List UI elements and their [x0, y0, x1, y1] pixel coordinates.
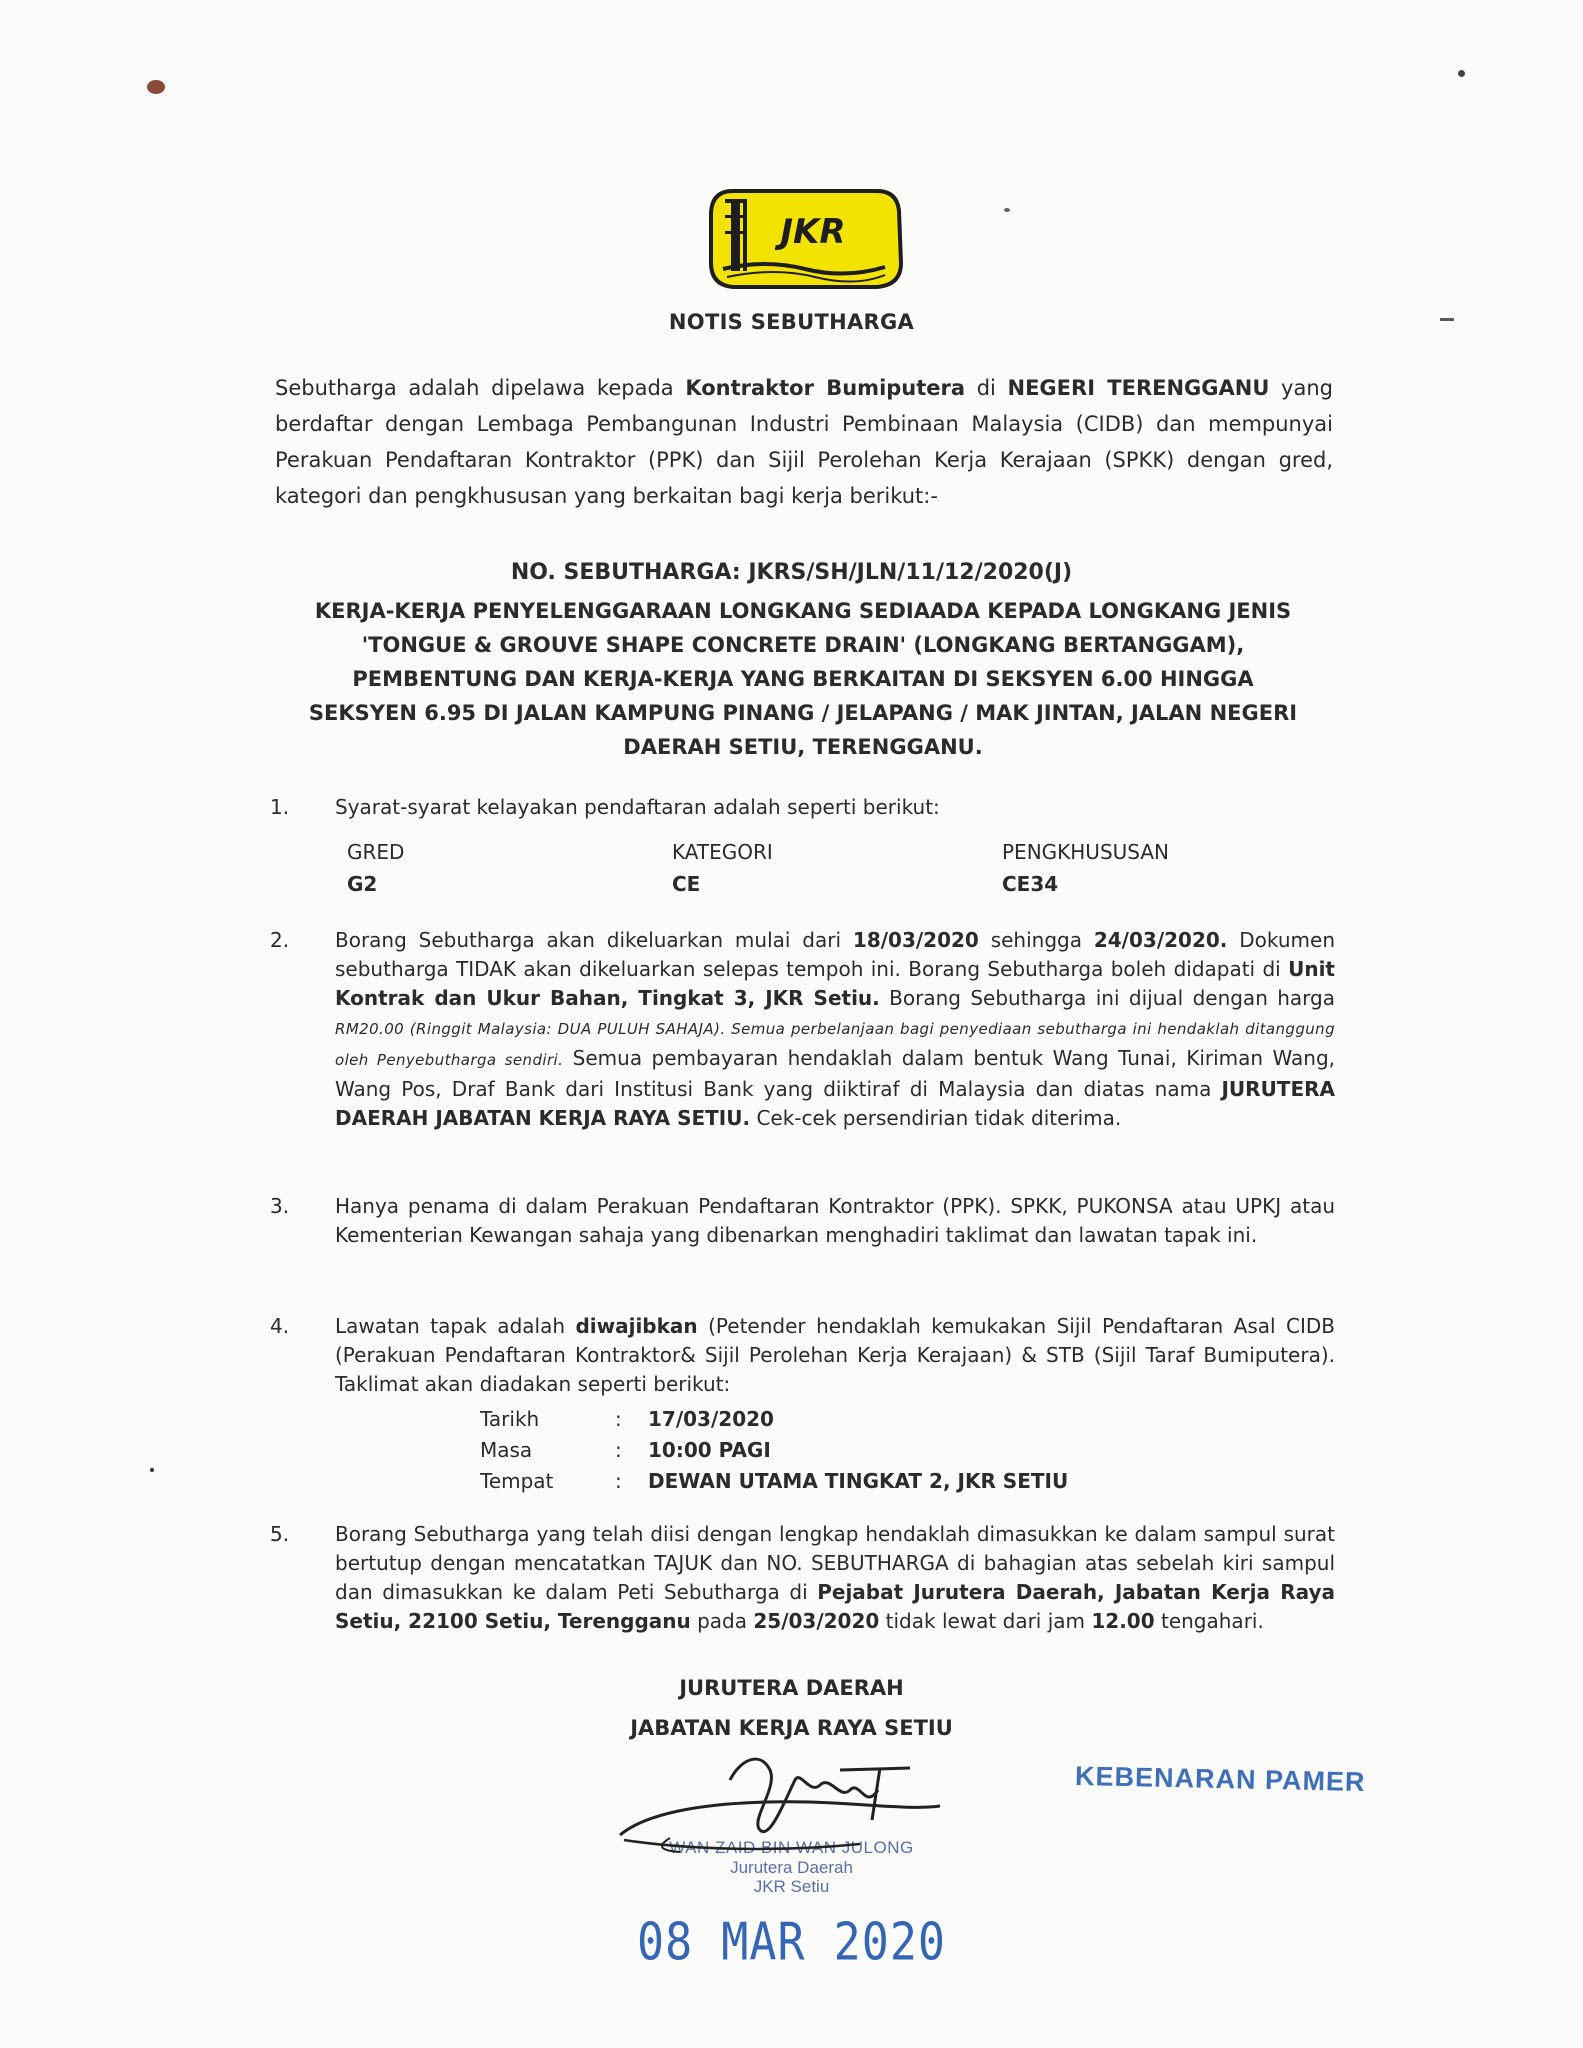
- item-text-part: Borang Sebutharga ini dijual dengan harga: [879, 986, 1336, 1010]
- kebenaran-pamer-stamp: KEBENARAN PAMER: [1074, 1760, 1366, 1798]
- signer-role: Jurutera Daerah: [730, 1858, 853, 1877]
- scan-speck: [147, 80, 165, 94]
- intro-bold: NEGERI TERENGGANU: [1007, 376, 1270, 400]
- intro-text: yang berdaftar dengan Lembaga Pembangunan Industri Pembinaan Malaysia (CIDB) dan mempunyai Perakuan Pendaftaran Kontraktor (PPK) dan Sijil Perolehan Kerja Kerajaan (SPKK) dengan gred, kategori dan pengkhususan yang berkaitan bagi kerja berikut:-: [275, 376, 1333, 508]
- item-bold: JURUTERA DAERAH JABATAN KERJA RAYA SETIU.: [335, 1077, 1335, 1130]
- req-header: GRED: [347, 840, 405, 864]
- list-item-5: [270, 1520, 1335, 1636]
- item-text-part: Dokumen sebutharga TIDAK akan dikeluarkan selepas tempoh ini. Borang Sebutharga boleh didapati di: [335, 928, 1335, 981]
- req-col-gred: [347, 836, 404, 900]
- scan-speck: [1458, 70, 1465, 77]
- list-item-4: [270, 1312, 1335, 1399]
- item-text: [335, 926, 1335, 1133]
- item-text-part: tengahari.: [1154, 1609, 1264, 1633]
- item-bold: diwajibkan: [575, 1314, 698, 1338]
- req-col-kategori: [672, 836, 773, 900]
- item-number: 1.: [270, 795, 290, 819]
- item-bold: 12.00: [1091, 1609, 1155, 1633]
- req-header: KATEGORI: [672, 840, 773, 864]
- signoff-department: JABATAN KERJA RAYA SETIU: [630, 1716, 953, 1740]
- intro-text: Sebutharga adalah dipelawa kepada: [275, 376, 686, 400]
- item-bold: Unit Kontrak dan Ukur Bahan, Tingkat 3, JKR Setiu.: [335, 957, 1335, 1010]
- signer-office: JKR Setiu: [753, 1877, 830, 1896]
- item-bold: 18/03/2020: [852, 928, 979, 952]
- item-text: [335, 1520, 1335, 1636]
- intro-paragraph: [275, 370, 1333, 514]
- briefing-colon: :: [615, 1407, 622, 1431]
- req-value: CE34: [1002, 872, 1059, 896]
- item-number: 3.: [270, 1194, 290, 1218]
- list-item-1: [270, 793, 1335, 822]
- project-title: KERJA-KERJA PENYELENGGARAAN LONGKANG SEDIAADA KEPADA LONGKANG JENIS 'TONGUE & GROUVE SHAPE CONCRETE DRAIN' (LONGKANG BERTANGGAM), PEMBENTUNG DAN KERJA-KERJA YANG BERKAITAN DI SEKSYEN 6.00 HINGGA SEKSYEN 6.95 DI JALAN KAMPUNG PINANG / JELAPANG / MAK JINTAN, JALAN NEGERI DAERAH SETIU, TERENGGANU.: [308, 599, 1298, 759]
- item-text-part: sehingga: [978, 928, 1094, 952]
- notice-title: NOTIS SEBUTHARGA: [668, 310, 915, 334]
- logo-text: JKR: [780, 212, 846, 252]
- intro-bold: Kontraktor Bumiputera: [685, 376, 966, 400]
- briefing-value: 17/03/2020: [648, 1407, 774, 1431]
- item-text-part: Borang Sebutharga yang telah diisi dengan lengkap hendaklah dimasukkan ke dalam sampul surat bertutup dengan mencatatkan TAJUK dan NO. SEBUTHARGA di bahagian atas sebelah kiri sampul dan dimasukkan ke dalam Peti Sebutharga di: [335, 1522, 1335, 1604]
- briefing-colon: :: [615, 1438, 622, 1462]
- item-number: 2.: [270, 928, 290, 952]
- scan-speck: [150, 1468, 154, 1472]
- req-value: CE: [672, 872, 701, 896]
- briefing-label: Tarikh: [480, 1407, 540, 1431]
- signoff-title: JURUTERA DAERAH: [679, 1676, 904, 1700]
- list-item-3: [270, 1192, 1335, 1250]
- signer-name: WAN ZAID BIN WAN JULONG: [669, 1838, 914, 1857]
- briefing-colon: :: [615, 1469, 622, 1493]
- item-small: Semua perbelanjaan bagi penyediaan sebutharga ini hendaklah ditanggung oleh Penyebutharga sendiri.: [335, 1020, 1336, 1069]
- item-number: 5.: [270, 1522, 290, 1546]
- item-number: 4.: [270, 1314, 290, 1338]
- item-bold: 24/03/2020.: [1093, 928, 1228, 952]
- item-text: Hanya penama di dalam Perakuan Pendaftaran Kontraktor (PPK). SPKK, PUKONSA atau UPKJ atau Kementerian Kewangan sahaja yang dibenarkan menghadiri taklimat dan lawatan tapak ini.: [335, 1194, 1335, 1247]
- scan-speck: [1004, 208, 1010, 212]
- item-text: [335, 1312, 1335, 1399]
- intro-text: di: [965, 376, 1008, 400]
- jkr-logo: [705, 185, 905, 293]
- handwritten-signature: [610, 1740, 970, 1880]
- briefing-label: Tempat: [480, 1469, 554, 1493]
- date-stamp: 08 MAR 2020: [636, 1911, 946, 1972]
- item-text: Syarat-syarat kelayakan pendaftaran adalah seperti berikut:: [335, 795, 940, 819]
- tender-number: NO. SEBUTHARGA: JKRS/SH/JLN/11/12/2020(J): [510, 560, 1073, 585]
- item-text-part: Lawatan tapak adalah: [335, 1314, 576, 1338]
- briefing-value: 10:00 PAGI: [648, 1438, 771, 1462]
- item-text-part: Cek-cek persendirian tidak diterima.: [750, 1106, 1122, 1130]
- req-header: PENGKHUSUSAN: [1002, 840, 1169, 864]
- item-bold: 25/03/2020: [753, 1609, 880, 1633]
- briefing-label: Masa: [480, 1438, 533, 1462]
- item-text-part: tidak lewat dari jam: [879, 1609, 1092, 1633]
- item-text-part: (Petender hendaklah kemukakan Sijil Pendaftaran Asal CIDB (Perakuan Pendaftaran Kontraktor& Sijil Perolehan Kerja Kerajaan) & STB (Sijil Taraf Bumiputera). Taklimat akan diadakan seperti berikut:: [335, 1314, 1335, 1396]
- item-bold: Pejabat Jurutera Daerah, Jabatan Kerja Raya Setiu, 22100 Setiu, Terengganu: [335, 1580, 1336, 1633]
- list-item-2: [270, 926, 1335, 1133]
- briefing-value: DEWAN UTAMA TINGKAT 2, JKR SETIU: [648, 1469, 1069, 1493]
- item-small: RM20.00 (Ringgit Malaysia: DUA PULUH SAHAJA).: [335, 1020, 726, 1038]
- req-col-pengkhususan: [1002, 836, 1169, 900]
- item-text-part: Borang Sebutharga akan dikeluarkan mulai dari: [335, 928, 853, 952]
- item-text-part: pada: [690, 1609, 754, 1633]
- req-value: G2: [347, 872, 378, 896]
- item-text-part: Semua pembayaran hendaklah dalam bentuk Wang Tunai, Kiriman Wang, Wang Pos, Draf Bank dari Institusi Bank yang diiktiraf di Malaysia dan diatas nama: [335, 1046, 1335, 1101]
